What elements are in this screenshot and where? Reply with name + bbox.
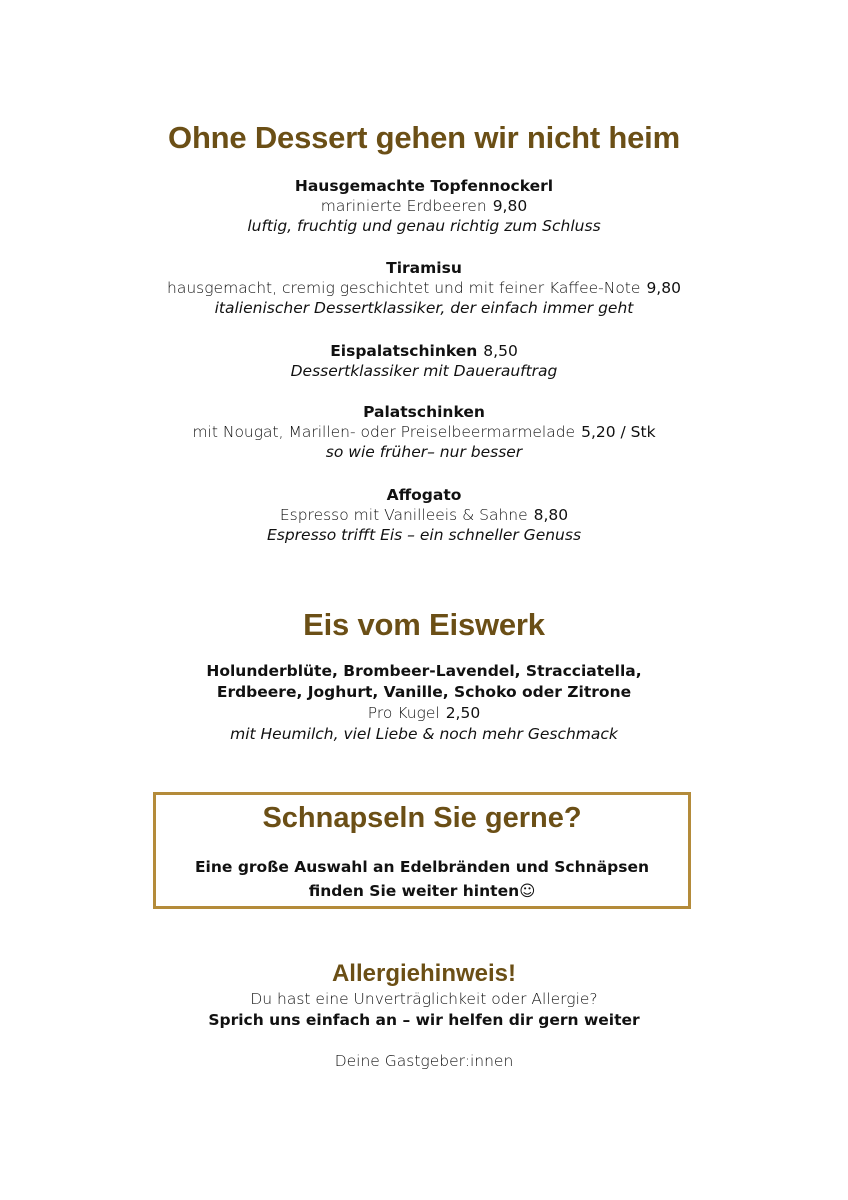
item-title: Hausgemachte Topfennockerl [294,177,554,195]
item-note: luftig, fruchtig und genau richtig zum Schluss [247,217,601,235]
item-price: 9,80 [646,279,681,297]
item-desc: hausgemacht, cremig geschichtet und mit feiner Kaffee-Note [167,279,641,297]
eis-section [0,661,848,744]
item-title: Tiramisu [386,259,462,277]
item-title: Eispalatschinken [330,342,478,360]
dessert-item-palatschinken [0,402,848,462]
item-desc-line [0,278,848,298]
item-title-line [0,341,848,361]
dessert-item-eispalatschinken [0,341,848,381]
item-title: Palatschinken [363,403,485,421]
schnaps-box [153,792,691,909]
schnaps-line2: finden Sie weiter hinten☺ [308,882,536,900]
item-desc: Espresso mit Vanilleeis & Sahne [279,506,528,524]
item-desc-line [0,196,848,216]
dessert-heading: Ohne Dessert gehen wir nicht heim [168,120,680,155]
item-desc: marinierte Erdbeeren [320,197,487,215]
dessert-item-tiramisu [0,258,848,318]
schnaps-text [156,855,688,903]
eis-note: mit Heumilch, viel Liebe & noch mehr Geschmack [230,725,618,743]
eis-flavors-line1: Holunderblüte, Brombeer-Lavendel, Stracciatella, [206,662,642,680]
dessert-item-topfennockerl [0,176,848,236]
schnaps-line1: Eine große Auswahl an Edelbränden und Schnäpsen [194,858,650,876]
schnaps-heading: Schnapseln Sie gerne? [262,802,582,834]
item-note: Dessertklassiker mit Dauerauftrag [290,362,558,380]
item-note: Espresso trifft Eis – ein schneller Genuss [266,526,582,544]
allergy-section [0,989,848,1031]
allergy-heading: Allergiehinweis! [331,960,517,987]
allergy-line1: Du hast eine Unverträglichkeit oder Allergie? [250,990,598,1008]
item-desc: mit Nougat, Marillen- oder Preiselbeermarmelade [192,423,576,441]
eis-price: 2,50 [445,704,481,722]
eis-flavors-line2: Erdbeere, Joghurt, Vanille, Schoko oder Zitrone [216,683,632,701]
item-desc-line [0,422,848,442]
item-price: 8,50 [483,342,518,360]
item-note: italienischer Dessertklassiker, der einfach immer geht [214,299,634,317]
dessert-item-affogato [0,485,848,545]
item-note: so wie früher– nur besser [325,443,523,461]
item-title: Affogato [386,486,462,504]
allergy-line2: Sprich uns einfach an – wir helfen dir gern weiter [208,1011,640,1029]
eis-heading: Eis vom Eiswerk [303,607,545,642]
item-price: 9,80 [492,197,528,215]
item-price: 8,80 [533,506,569,524]
eis-price-line [0,703,848,724]
signoff: Deine Gastgeber:innen [334,1052,514,1070]
item-price: 5,20 / Stk [581,423,656,441]
item-desc-line [0,505,848,525]
eis-desc: Pro Kugel [367,704,440,722]
